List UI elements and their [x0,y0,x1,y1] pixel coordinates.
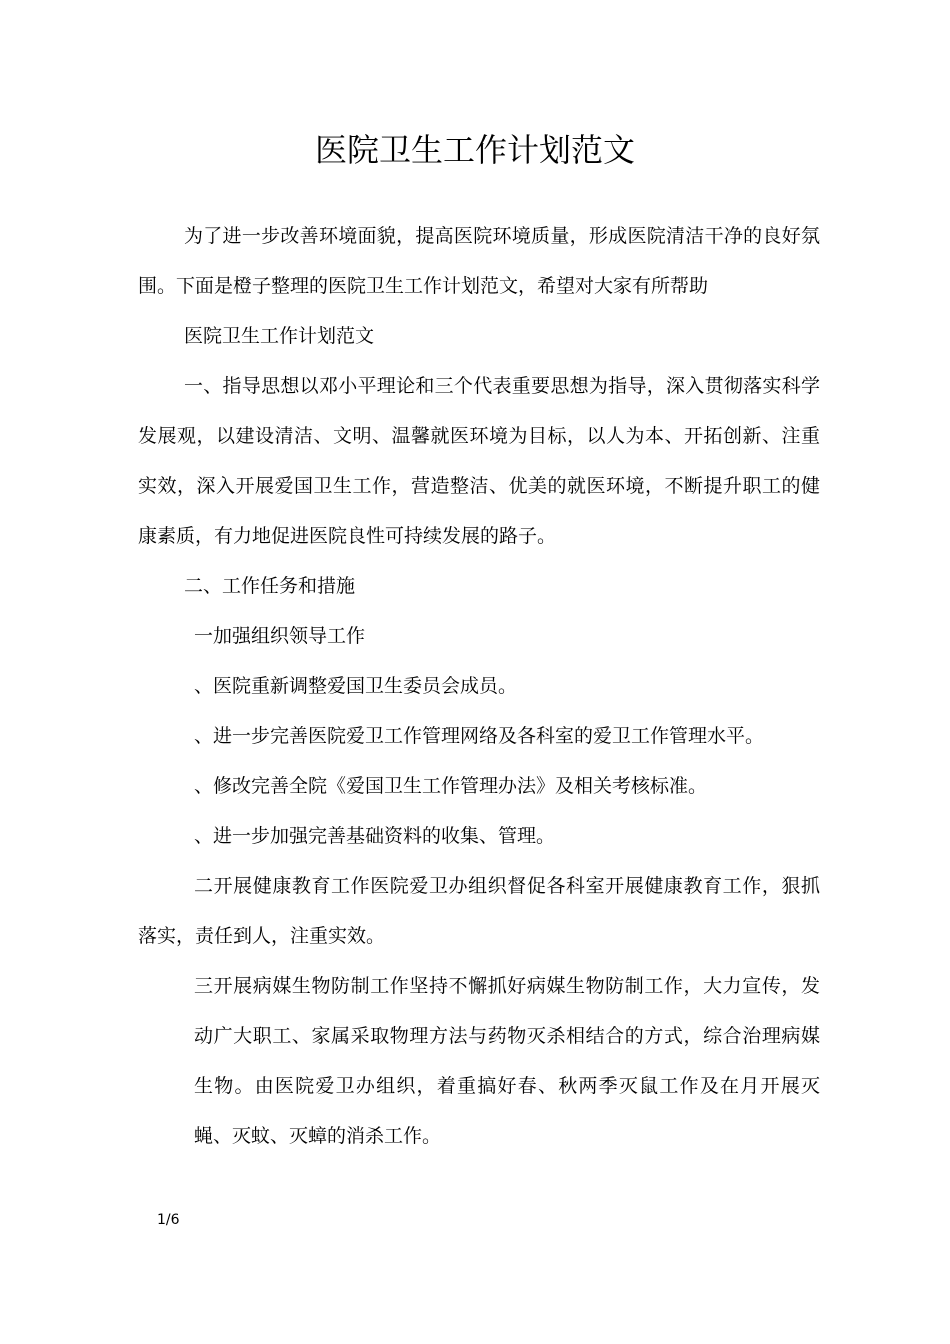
intro-paragraph: 为了进一步改善环境面貌，提高医院环境质量，形成医院清洁干净的良好氛围。下面是橙子整理的医院卫生工作计划范文，希望对大家有所帮助 [138,225,820,297]
tasks-heading: 二、工作任务和措施 [184,575,356,597]
vector-control-paragraph: 三开展病媒生物防制工作坚持不懈抓好病媒生物防制工作，大力宣传，发动广大职工、家属采取物理方法与药物灭杀相结合的方式，综合治理病媒生物。由医院爱卫办组织，着重搞好春、秋两季灭鼠工作及在月开展灭蝇、灭蚊、灭蟑的消杀工作。 [194,975,820,1147]
page-title: 医院卫生工作计划范文 [314,131,635,169]
page-number: 1/6 [157,1212,180,1228]
list-item: 、进一步完善医院爱卫工作管理网络及各科室的爱卫工作管理水平。 [194,725,765,747]
list-item: 、医院重新调整爱国卫生委员会成员。 [194,675,518,697]
guiding-thought-paragraph: 一、指导思想以邓小平理论和三个代表重要思想为指导，深入贯彻落实科学发展观，以建设清洁、文明、温馨就医环境为目标，以人为本、开拓创新、注重实效，深入开展爱国卫生工作，营造整洁、优美的就医环境，不断提升职工的健康素质，有力地促进医院良性可持续发展的路子。 [138,375,820,547]
document-body [138,211,820,1161]
list-item: 、进一步加强完善基础资料的收集、管理。 [194,825,556,847]
health-education-paragraph: 二开展健康教育工作医院爱卫办组织督促各科室开展健康教育工作，狠抓落实，责任到人，注重实效。 [138,875,820,947]
section-heading: 医院卫生工作计划范文 [184,325,375,347]
subheading-organization: 一加强组织领导工作 [194,625,366,647]
list-item: 、修改完善全院《爱国卫生工作管理办法》及相关考核标准。 [194,775,708,797]
